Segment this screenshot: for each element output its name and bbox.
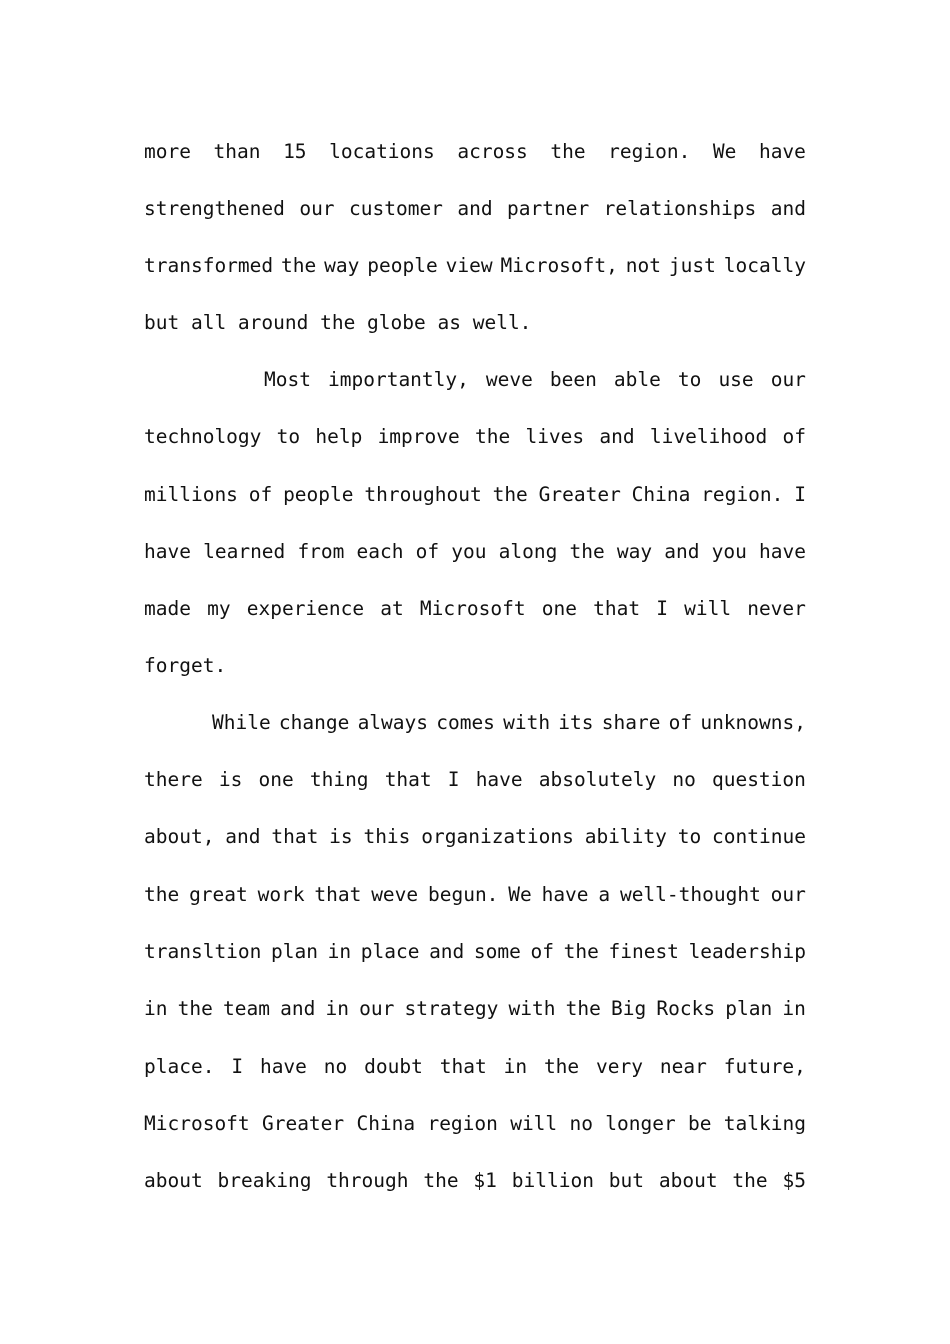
word: through (326, 1169, 409, 1192)
word: region. (701, 483, 784, 506)
word: millions (144, 483, 238, 506)
word: you (451, 540, 487, 563)
word: plan (725, 997, 773, 1020)
word: livelihood (649, 425, 768, 448)
word: China (631, 483, 691, 506)
word: Microsoft, (500, 254, 618, 277)
text-line (144, 595, 806, 623)
word: weve (485, 368, 533, 391)
word: of (415, 540, 440, 563)
word: people (283, 483, 354, 506)
text-line (144, 538, 806, 566)
word: never (747, 597, 806, 620)
word: We (712, 140, 737, 163)
word: the (423, 1169, 459, 1192)
word: have (259, 1055, 307, 1078)
word: of (782, 425, 806, 448)
word: of (668, 711, 693, 734)
text-line: but all around the globe as well. (144, 311, 532, 334)
word: the (492, 483, 528, 506)
word: $1 (473, 1169, 497, 1192)
word: importantly, (328, 368, 469, 391)
word: share (601, 711, 661, 734)
word: billion (511, 1169, 594, 1192)
text-line (144, 995, 806, 1023)
word: been (549, 368, 597, 391)
word: is (329, 825, 353, 848)
word: continue (712, 825, 806, 848)
text-line (144, 1110, 806, 1138)
word: have (759, 540, 806, 563)
word: the (569, 540, 605, 563)
word: in (503, 1055, 528, 1078)
word: $5 (782, 1169, 806, 1192)
word: each (356, 540, 404, 563)
word: more (144, 140, 191, 163)
word: place. (144, 1055, 215, 1078)
text-line: forget. (144, 654, 227, 677)
word: have (541, 883, 589, 906)
text-line (144, 1167, 806, 1195)
word: throughout (364, 483, 482, 506)
word: thing (309, 768, 369, 791)
word: the (565, 997, 601, 1020)
word: to (276, 425, 301, 448)
word: and (280, 997, 316, 1020)
word: talking (723, 1112, 806, 1135)
word: the (550, 140, 586, 163)
word: from (297, 540, 345, 563)
word: work (257, 883, 305, 906)
text-line (144, 481, 806, 509)
word: will (684, 597, 732, 620)
word: you (711, 540, 747, 563)
word: no (323, 1055, 348, 1078)
text-line (144, 1053, 806, 1081)
word: our (299, 197, 335, 220)
word: question (711, 768, 806, 791)
word: absolutely (538, 768, 657, 791)
word: near (659, 1055, 707, 1078)
word: the (474, 425, 511, 448)
word: region. (608, 140, 691, 163)
word: that (271, 825, 319, 848)
word: lives (525, 425, 585, 448)
word: some (473, 940, 521, 963)
word: about (658, 1169, 718, 1192)
text-line (144, 138, 806, 166)
word: in (144, 997, 168, 1020)
word: begun. (427, 883, 499, 906)
word: strengthened (144, 197, 285, 220)
word: transformed (144, 254, 274, 277)
word: along (498, 540, 558, 563)
word: to (677, 368, 702, 391)
word: While (212, 711, 271, 734)
word: our (359, 997, 395, 1020)
word: I (794, 483, 806, 506)
word: improve (377, 425, 460, 448)
word: change (278, 711, 350, 734)
word: very (596, 1055, 644, 1078)
word: to (677, 825, 702, 848)
word: about (144, 1169, 203, 1192)
word: and (225, 825, 261, 848)
word: not (625, 254, 662, 277)
word: always (357, 711, 429, 734)
word: partner (507, 197, 590, 220)
word: We (508, 883, 532, 906)
word: technology (144, 425, 262, 448)
word: and (429, 940, 465, 963)
word: people (367, 254, 438, 277)
word: experience (246, 597, 365, 620)
word: in (782, 997, 806, 1020)
word: at (380, 597, 404, 620)
word: use (718, 368, 754, 391)
word: the (543, 1055, 580, 1078)
word: and (664, 540, 700, 563)
word: and (599, 425, 635, 448)
word: locally (723, 254, 806, 277)
word: the (144, 883, 180, 906)
word: will (510, 1112, 558, 1135)
word: Big (611, 997, 647, 1020)
word: view (445, 254, 493, 277)
text-line (212, 709, 806, 737)
word: 15 (283, 140, 307, 163)
word: able (613, 368, 661, 391)
word: I (656, 597, 668, 620)
word: of (530, 940, 554, 963)
word: way (616, 540, 653, 563)
word: unknowns, (700, 711, 806, 734)
word: finest (608, 940, 679, 963)
word: our (770, 368, 806, 391)
word: of (248, 483, 273, 506)
word: customer (349, 197, 443, 220)
word: that (314, 883, 362, 906)
word: that (439, 1055, 487, 1078)
word: my (207, 597, 231, 620)
word: strategy (404, 997, 499, 1020)
word: the (563, 940, 599, 963)
word: Microsoft (419, 597, 526, 620)
word: longer (605, 1112, 676, 1135)
word: I (447, 768, 460, 791)
word: have (758, 140, 806, 163)
text-line (144, 195, 806, 223)
word: and (457, 197, 493, 220)
word: about, (144, 825, 215, 848)
word: locations (329, 140, 435, 163)
word: Greater (261, 1112, 345, 1135)
word: that (593, 597, 641, 620)
word: way (324, 254, 360, 277)
word: organizations (421, 825, 574, 848)
word: weve (371, 883, 419, 906)
word: well-thought (619, 883, 761, 906)
word: have (144, 540, 191, 563)
word: and (770, 197, 806, 220)
word: just (668, 254, 716, 277)
text-line (144, 423, 806, 451)
word: in (325, 997, 349, 1020)
word: a (598, 883, 611, 906)
word: there (144, 768, 203, 791)
word: across (457, 140, 528, 163)
word: our (770, 883, 806, 906)
word: great (189, 883, 248, 906)
word: breaking (217, 1169, 312, 1192)
word: ability (584, 825, 667, 848)
word: is (218, 768, 243, 791)
word: one (258, 768, 294, 791)
word: Most (264, 368, 311, 391)
word: team (223, 997, 270, 1020)
word: Microsoft (144, 1112, 250, 1135)
word: help (315, 425, 363, 448)
word: leadership (688, 940, 806, 963)
word: no (672, 768, 696, 791)
word: its (558, 711, 594, 734)
word: that (384, 768, 432, 791)
word: no (569, 1112, 593, 1135)
word: the (732, 1169, 768, 1192)
word: than (213, 140, 261, 163)
text-line (144, 766, 806, 794)
word: transltion (144, 940, 262, 963)
word: with (508, 997, 556, 1020)
word: this (363, 825, 411, 848)
text-line (144, 823, 806, 851)
word: region (427, 1112, 498, 1135)
word: doubt (364, 1055, 423, 1078)
word: be (688, 1112, 712, 1135)
word: in (327, 940, 352, 963)
word: have (475, 768, 523, 791)
word: one (541, 597, 577, 620)
word: relationships (603, 197, 757, 220)
word: place (360, 940, 420, 963)
word: Greater (538, 483, 621, 506)
word: plan (271, 940, 318, 963)
word: the (177, 997, 213, 1020)
text-line (264, 366, 806, 394)
text-line (144, 938, 806, 966)
word: with (503, 711, 551, 734)
word: made (144, 597, 191, 620)
word: the (281, 254, 317, 277)
word: learned (203, 540, 286, 563)
text-line (144, 881, 806, 909)
word: future, (723, 1055, 806, 1078)
word: comes (436, 711, 495, 734)
word: but (608, 1169, 645, 1192)
word: Rocks (656, 997, 716, 1020)
word: China (356, 1112, 416, 1135)
word: I (231, 1055, 244, 1078)
text-line (144, 252, 806, 280)
